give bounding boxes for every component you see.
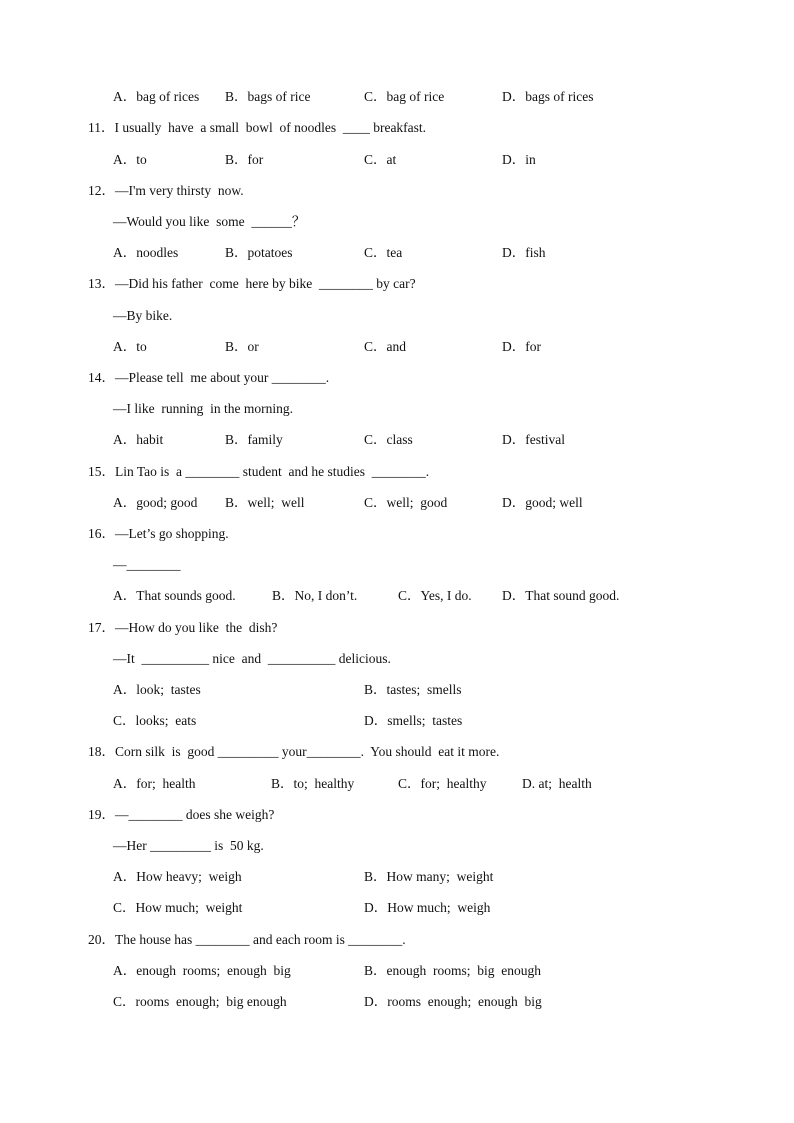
- option-d[interactable]: D．bags of rices: [502, 89, 594, 104]
- dialogue-line: —Her _________ is 50 kg.: [113, 838, 264, 853]
- option-a[interactable]: A．noodles: [113, 245, 179, 260]
- option-a[interactable]: A．to: [113, 339, 147, 354]
- option-c[interactable]: C．class: [364, 432, 413, 447]
- option-d[interactable]: D．That sound good.: [502, 588, 620, 603]
- option-b[interactable]: B．enough rooms; big enough: [364, 963, 541, 978]
- question-stem: 16．—Let’s go shopping.: [88, 526, 229, 541]
- option-b[interactable]: B．to; healthy: [271, 776, 355, 791]
- question-stem: 17．—How do you like the dish?: [88, 620, 278, 635]
- option-c[interactable]: C．and: [364, 339, 406, 354]
- option-b[interactable]: B．How many; weight: [364, 869, 494, 884]
- option-d[interactable]: D．for: [502, 339, 541, 354]
- question-stem: 15．Lin Tao is a ________ student and he studies ________.: [88, 464, 430, 479]
- dialogue-line: —I like running in the morning.: [113, 401, 293, 416]
- dialogue-line: —________: [113, 557, 181, 572]
- option-b[interactable]: B．bags of rice: [225, 89, 311, 104]
- option-a[interactable]: A．for; health: [113, 776, 196, 791]
- option-a[interactable]: A．How heavy; weigh: [113, 869, 242, 884]
- option-c[interactable]: C．tea: [364, 245, 403, 260]
- dialogue-line: —By bike.: [113, 308, 173, 323]
- option-a[interactable]: A．That sounds good.: [113, 588, 236, 603]
- question-stem: 18．Corn silk is good _________ your________. You should eat it more.: [88, 744, 500, 759]
- option-d[interactable]: D．good; well: [502, 495, 583, 510]
- option-c[interactable]: C．looks; eats: [113, 713, 197, 728]
- dialogue-line: —It __________ nice and __________ delicious.: [113, 651, 391, 666]
- question-stem: 19．—________ does she weigh?: [88, 807, 275, 822]
- question-stem: 13．—Did his father come here by bike ________ by car?: [88, 276, 416, 291]
- option-c[interactable]: C．for; healthy: [398, 776, 487, 791]
- option-b[interactable]: B．potatoes: [225, 245, 293, 260]
- question-stem: 14．—Please tell me about your ________.: [88, 370, 330, 385]
- option-b[interactable]: B．for: [225, 152, 264, 167]
- option-d[interactable]: D．fish: [502, 245, 546, 260]
- option-a[interactable]: A．enough rooms; enough big: [113, 963, 291, 978]
- option-c[interactable]: C．rooms enough; big enough: [113, 994, 287, 1009]
- question-stem: 12．—I'm very thirsty now.: [88, 183, 244, 198]
- option-d[interactable]: D．rooms enough; enough big: [364, 994, 542, 1009]
- option-c[interactable]: C．Yes, I do.: [398, 588, 472, 603]
- option-d[interactable]: D．How much; weigh: [364, 900, 491, 915]
- option-d[interactable]: D. at; health: [522, 776, 592, 791]
- option-a[interactable]: A．habit: [113, 432, 164, 447]
- option-b[interactable]: B．or: [225, 339, 259, 354]
- option-d[interactable]: D．smells; tastes: [364, 713, 463, 728]
- dialogue-line: —Would you like some ______？: [113, 214, 306, 229]
- option-a[interactable]: A．to: [113, 152, 147, 167]
- option-c[interactable]: C．bag of rice: [364, 89, 445, 104]
- option-d[interactable]: D．in: [502, 152, 536, 167]
- option-b[interactable]: B．tastes; smells: [364, 682, 462, 697]
- option-c[interactable]: C．at: [364, 152, 397, 167]
- option-c[interactable]: C．How much; weight: [113, 900, 243, 915]
- option-b[interactable]: B．family: [225, 432, 283, 447]
- option-a[interactable]: A．look; tastes: [113, 682, 201, 697]
- option-a[interactable]: A．good; good: [113, 495, 198, 510]
- option-b[interactable]: B．No, I don’t.: [272, 588, 358, 603]
- question-stem: 20．The house has ________ and each room is ________.: [88, 932, 406, 947]
- option-d[interactable]: D．festival: [502, 432, 565, 447]
- option-a[interactable]: A．bag of rices: [113, 89, 200, 104]
- question-stem: 11．I usually have a small bowl of noodles ____ breakfast.: [88, 120, 427, 135]
- option-c[interactable]: C．well; good: [364, 495, 448, 510]
- option-b[interactable]: B．well; well: [225, 495, 305, 510]
